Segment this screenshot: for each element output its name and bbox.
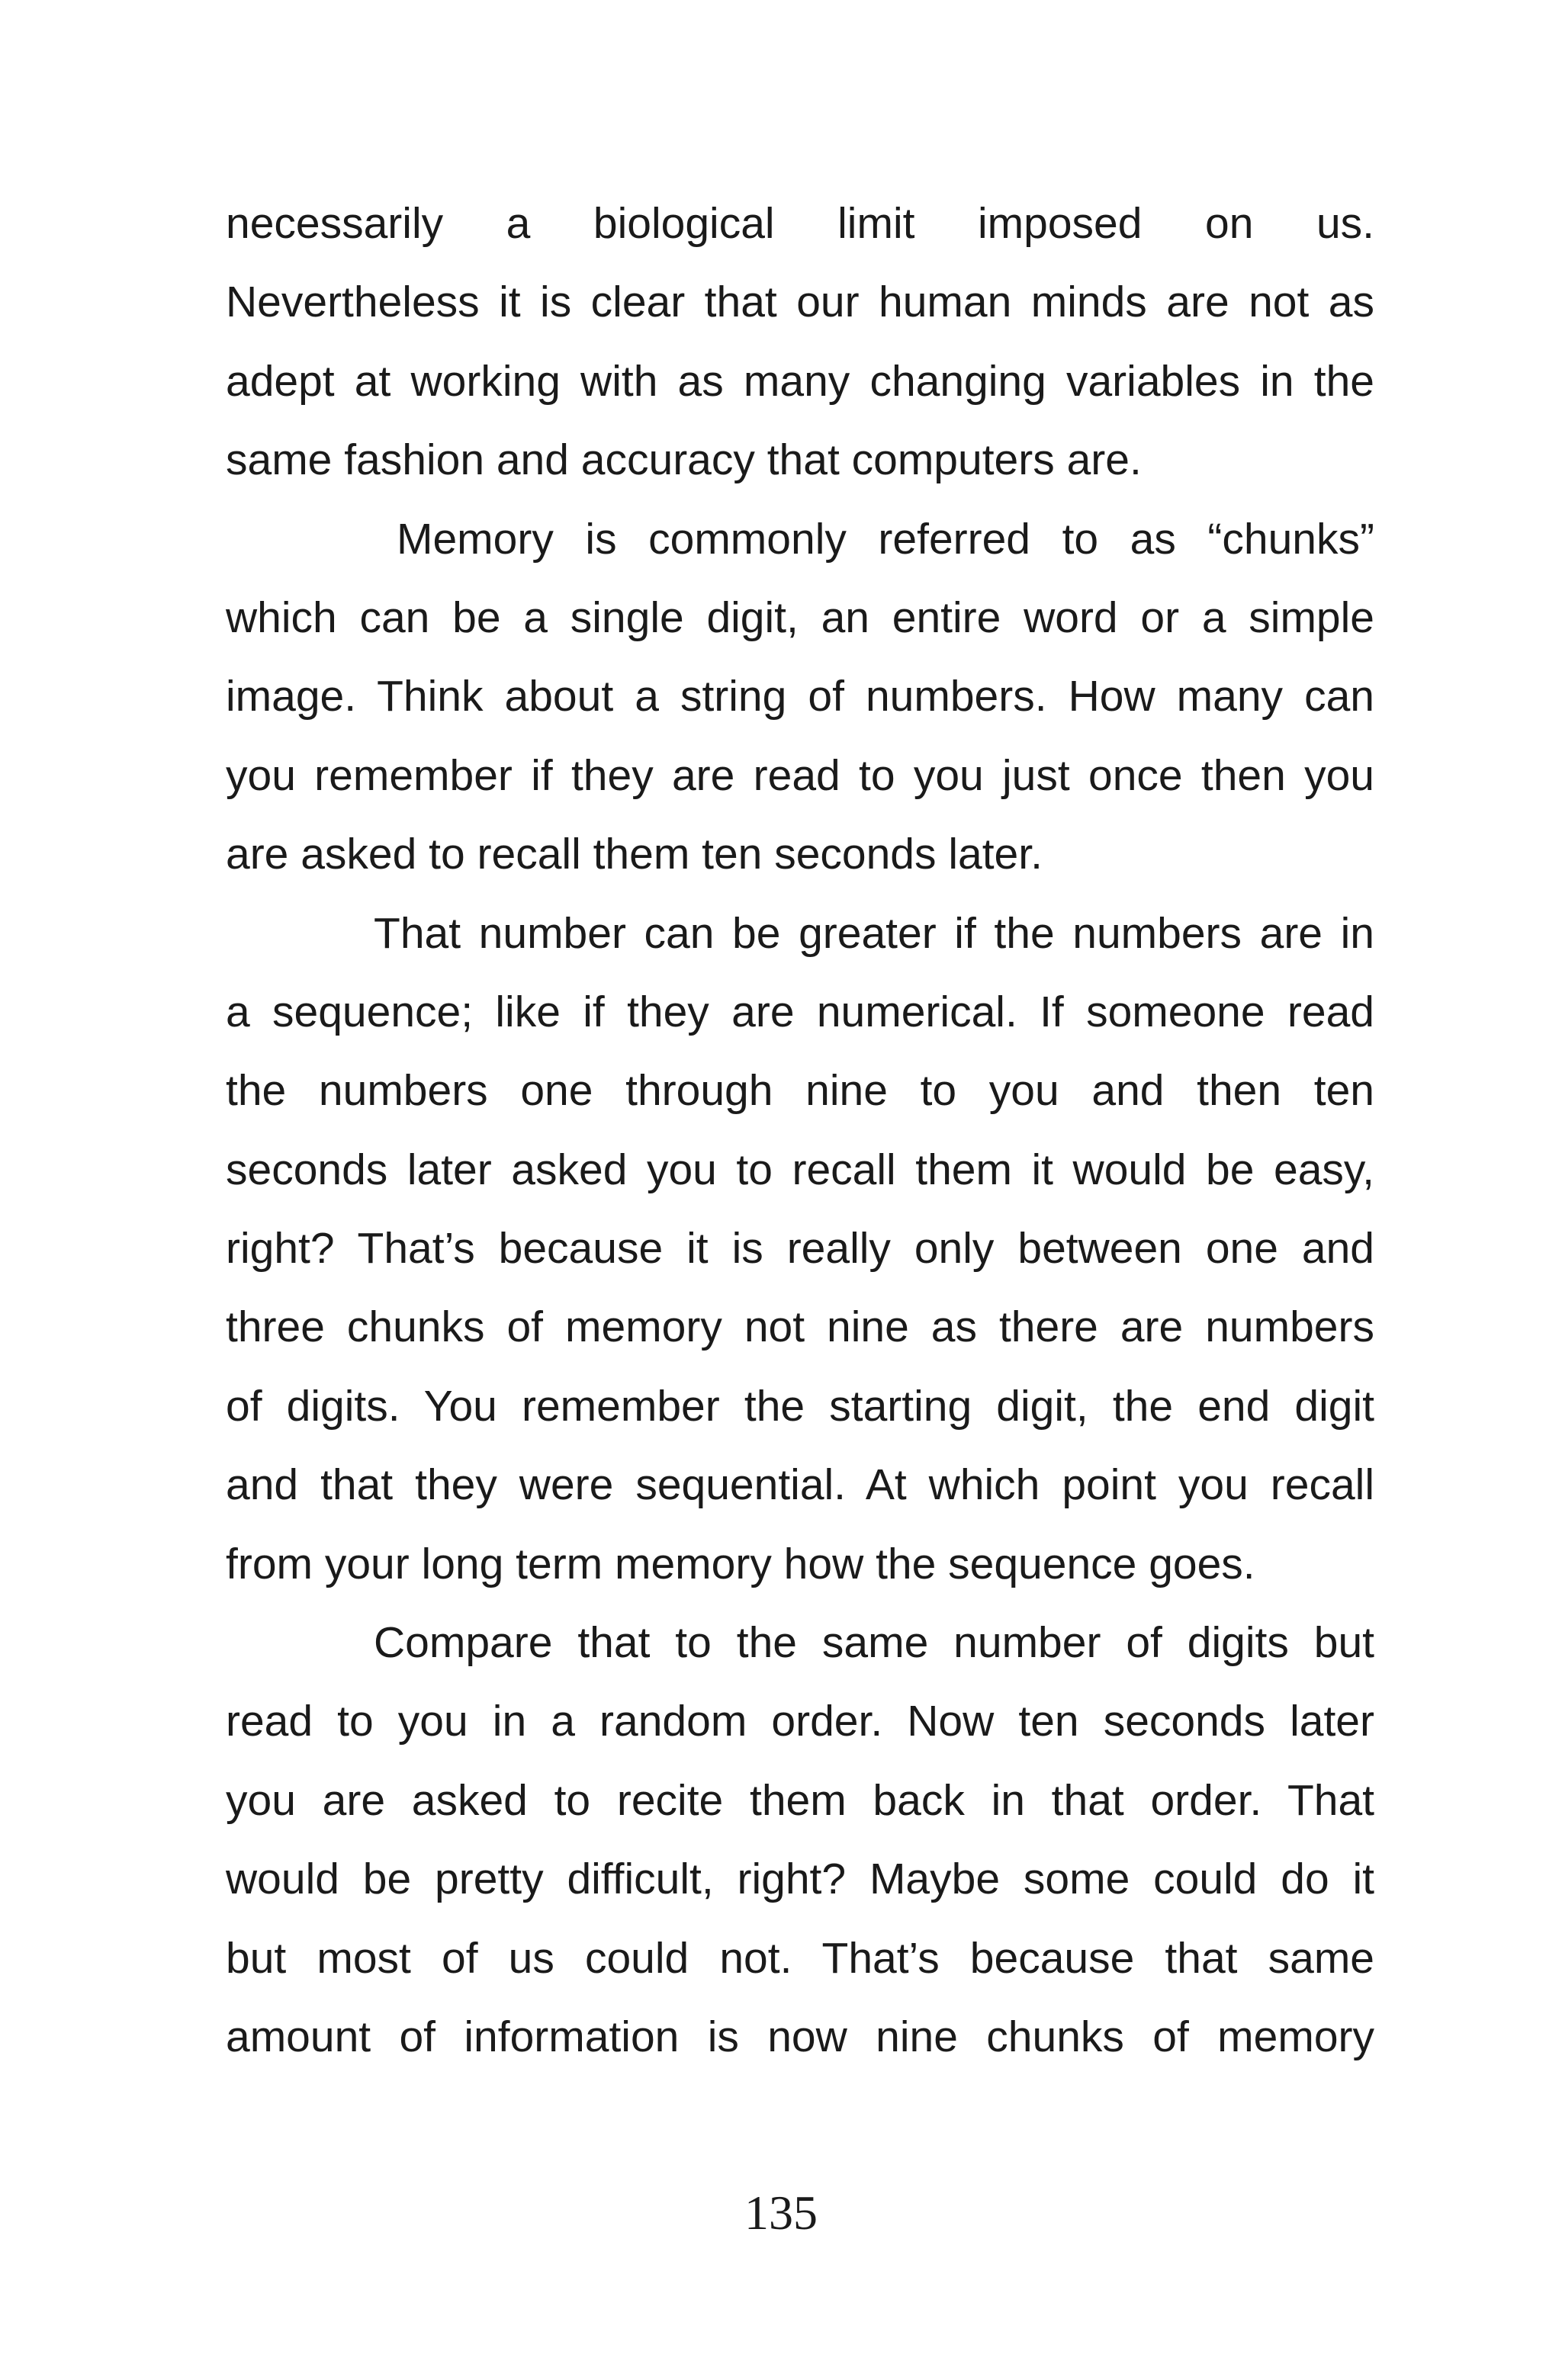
text-line: right? That’s because it is really only between one and <box>226 1224 1374 1274</box>
text-line: three chunks of memory not nine as there are numbers <box>226 1302 1374 1352</box>
text-line: and that they were sequential. At which point you recall <box>226 1460 1374 1510</box>
text-line: Nevertheless it is clear that our human minds are not as <box>226 278 1374 327</box>
text-line: seconds later asked you to recall them it would be easy, <box>226 1145 1374 1194</box>
text-line: you remember if they are read to you just once then you <box>226 750 1374 800</box>
text-line: That number can be greater if the numbers are in <box>374 908 1374 958</box>
text-line: Memory is commonly referred to as “chunks” <box>397 514 1374 564</box>
text-line: a sequence; like if they are numerical. If someone read <box>226 987 1374 1036</box>
text-line: necessarily a biological limit imposed on us. <box>226 199 1374 248</box>
page-number: 135 <box>744 2186 818 2240</box>
text-line: image. Think about a string of numbers. How many can <box>226 672 1374 721</box>
text-line: would be pretty difficult, right? Maybe some could do it <box>226 1855 1374 1904</box>
text-line: Compare that to the same number of digits but <box>374 1618 1374 1668</box>
text-line: same fashion and accuracy that computers are. <box>226 435 1142 485</box>
text-line: you are asked to recite them back in that order. That <box>226 1775 1374 1825</box>
text-line: which can be a single digit, an entire word or a simple <box>226 593 1374 642</box>
body-text <box>226 191 1374 2083</box>
text-line: but most of us could not. That’s because that same <box>226 1933 1374 1983</box>
text-line: are asked to recall them ten seconds later. <box>226 830 1043 879</box>
text-line: of digits. You remember the starting digit, the end digit <box>226 1381 1374 1431</box>
text-line: from your long term memory how the sequence goes. <box>226 1539 1255 1588</box>
text-line: read to you in a random order. Now ten seconds later <box>226 1697 1374 1746</box>
text-line: the numbers one through nine to you and then ten <box>226 1066 1374 1116</box>
text-line: adept at working with as many changing variables in the <box>226 356 1374 406</box>
text-line: amount of information is now nine chunks of memory <box>226 2012 1374 2061</box>
